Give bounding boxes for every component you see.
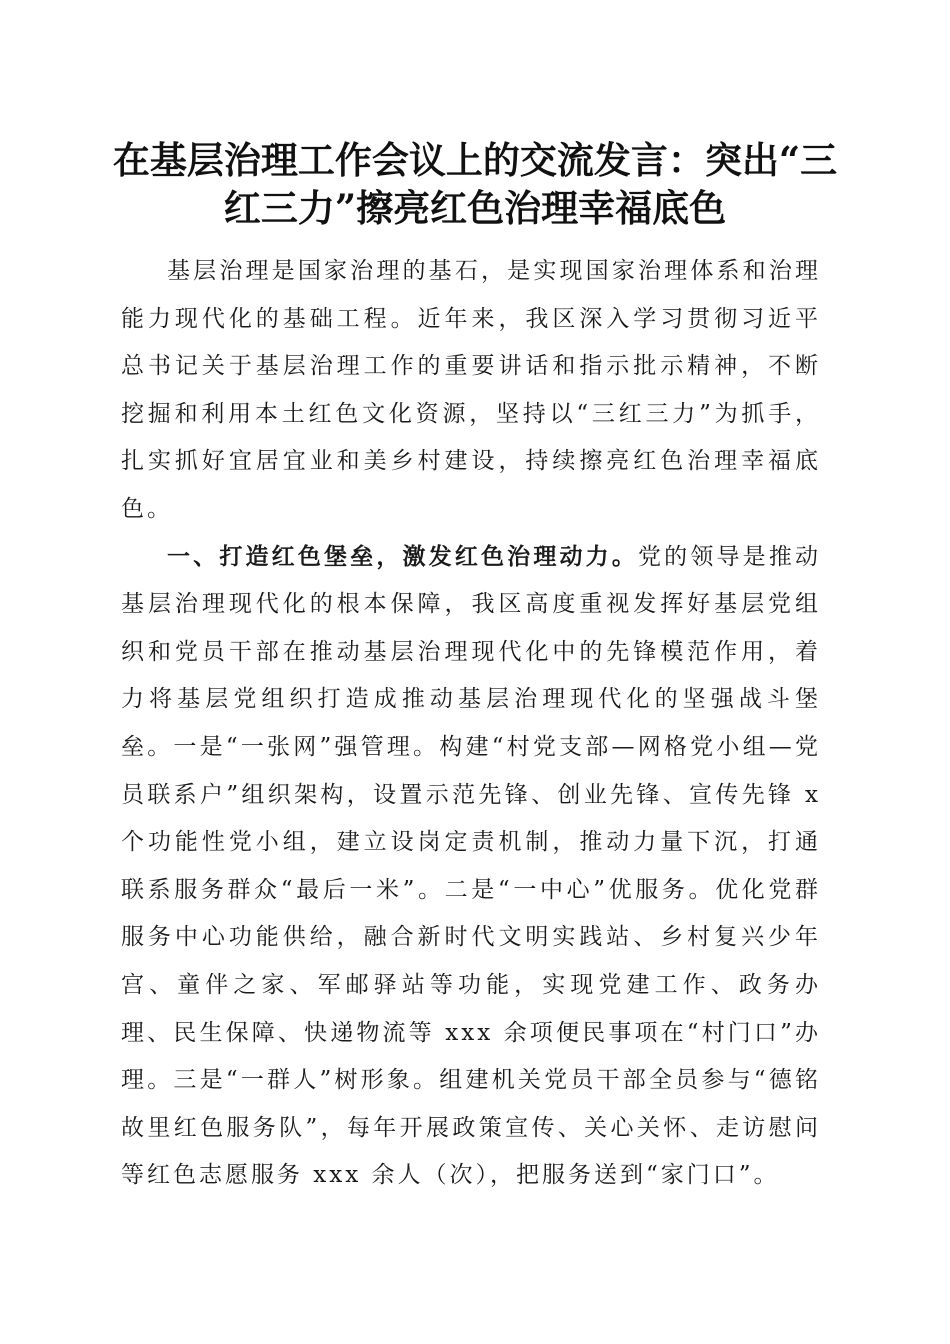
document-body	[121, 248, 821, 1200]
paragraph-text: 党的领导是推动基层治理现代化的根本保障，我区高度重视发挥好基层党组织和党员干部在推动基层治理现代化中的先锋模范作用，着力将基层党组织打造成推动基层治理现代化的坚强战斗堡垒。一是“一张网”强管理。构建“村党支部—网格党小组—党员联系户”组织架构，设置示范先锋、创业先锋、宣传先锋 x 个功能性党小组，建立设岗定责机制，推动力量下沉，打通联系服务群众“最后一米”。二是“一中心”优服务。优化党群服务中心功能供给，融合新时代文明实践站、乡村复兴少年宫、童伴之家、军邮驿站等功能，实现党建工作、政务办理、民生保障、快递物流等 xxx 余项便民事项在“村门口”办理。三是“一群人”树形象。组建机关党员干部全员参与“德铭故里红色服务队”，每年开展政策宣传、关心关怀、走访慰问等红色志愿服务 xxx 余人（次），把服务送到“家门口”。	[121, 543, 822, 1189]
section-heading: 一、打造红色堡垒，激发红色治理动力。	[167, 543, 638, 570]
paragraph-text: 基层治理是国家治理的基石，是实现国家治理体系和治理能力现代化的基础工程。近年来，我区深入学习贯彻习近平总书记关于基层治理工作的重要讲话和指示批示精神，不断挖掘和利用本土红色文化资源，坚持以“三红三力”为抓手，扎实抓好宜居宜业和美乡村建设，持续擦亮红色治理幸福底色。	[121, 258, 821, 522]
paragraph-section-one	[121, 534, 821, 1200]
document-title: 在基层治理工作会议上的交流发言：突出“三红三力”擦亮红色治理幸福底色	[112, 138, 838, 230]
paragraph-intro	[121, 248, 821, 534]
